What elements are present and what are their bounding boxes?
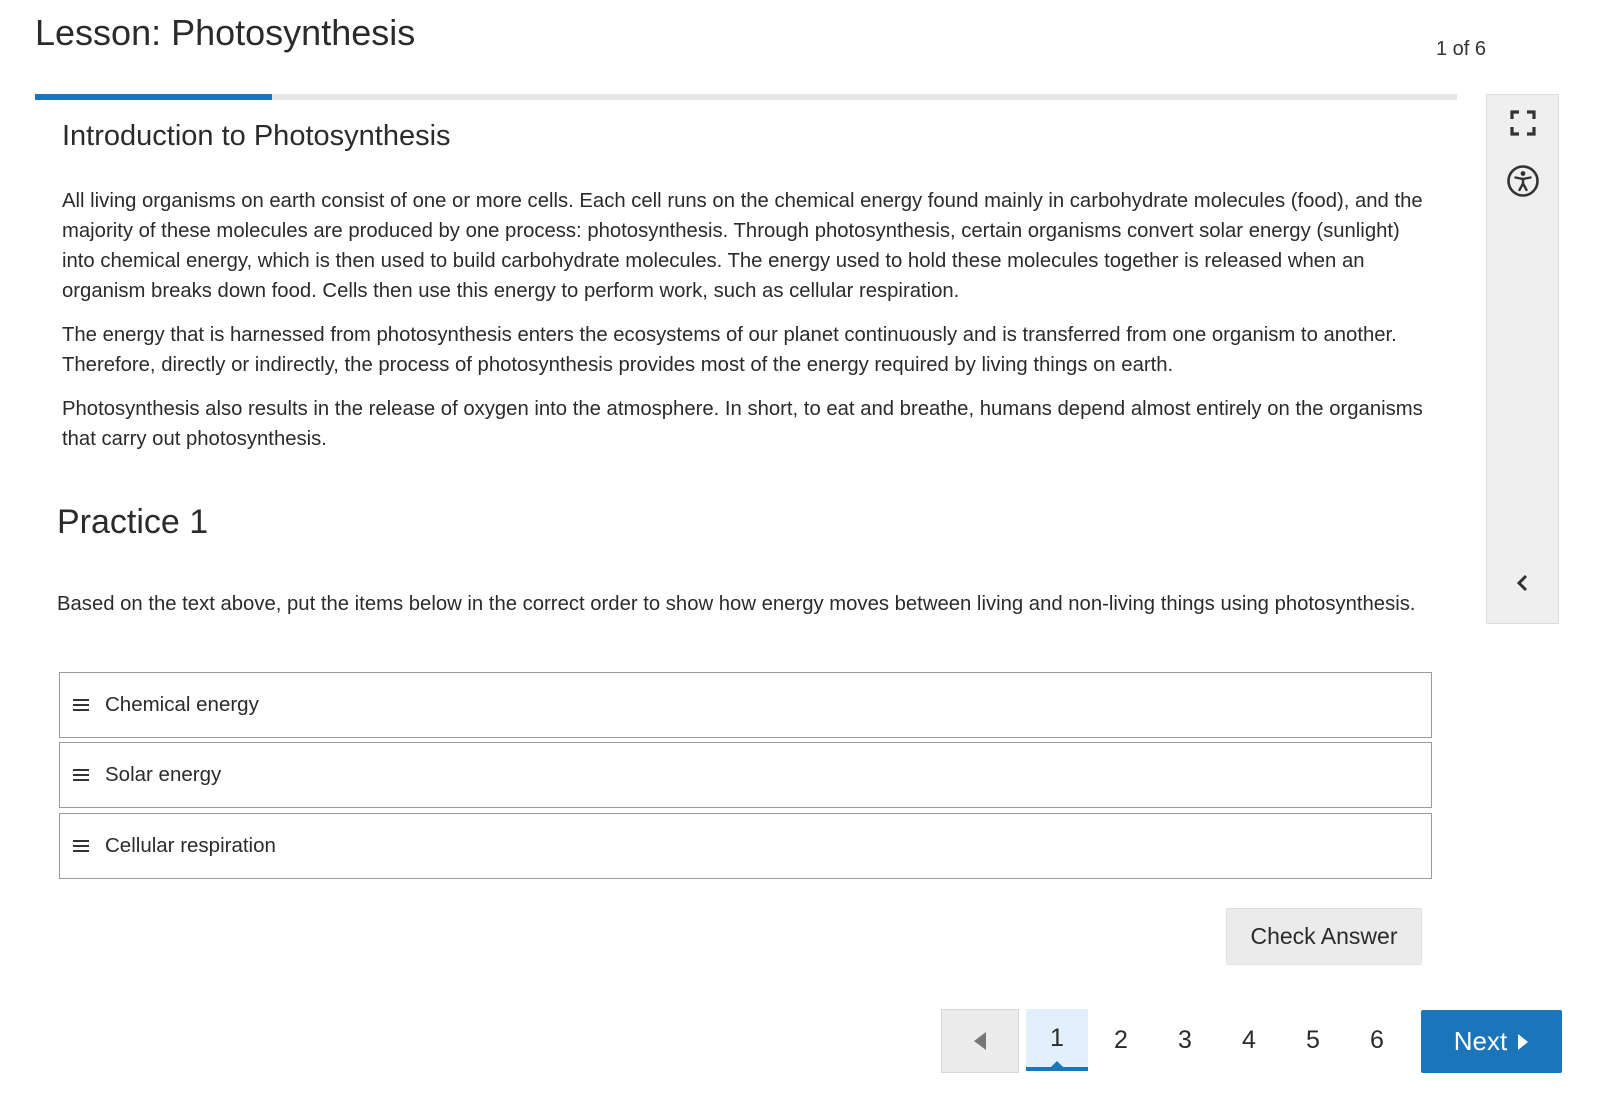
page-button-6[interactable]: 6	[1370, 1025, 1384, 1054]
accessibility-icon	[1506, 164, 1540, 198]
drag-handle-icon	[73, 699, 89, 711]
intro-paragraph: All living organisms on earth consist of one or more cells. Each cell runs on the chemical energy found mainly in carbohydrate molecules (food), and the majority of these molecules are produced by one process: photosynthesis. Through photosynthesis, certain organisms convert solar energy (sunlight) into chemical energy, which is then used to build carbohydrate molecules. The energy used to hold these molecules together is released when an organism breaks down food. Cells then use this energy to perform work, such as cellular respiration.	[62, 190, 1423, 302]
lesson-progress-bar	[35, 94, 1457, 100]
practice-prompt: Based on the text above, put the items below in the correct order to show how energy moves between living and non-living things using photosynthesis.	[57, 593, 1416, 615]
page-button-3[interactable]: 3	[1178, 1025, 1192, 1054]
triangle-right-icon	[1517, 1033, 1529, 1051]
page-button-1[interactable]: 1	[1026, 1009, 1088, 1071]
side-toolbar	[1486, 94, 1559, 624]
previous-page-button[interactable]	[941, 1009, 1019, 1073]
practice-title: Practice 1	[57, 503, 209, 541]
chevron-left-icon	[1515, 573, 1531, 593]
fullscreen-icon	[1509, 109, 1537, 137]
accessibility-button[interactable]	[1505, 163, 1541, 199]
order-item[interactable]	[59, 672, 1432, 738]
page-button-5[interactable]: 5	[1306, 1025, 1320, 1054]
page-button-4[interactable]: 4	[1242, 1025, 1256, 1054]
drag-handle-icon	[73, 840, 89, 852]
check-answer-button[interactable]: Check Answer	[1226, 908, 1422, 965]
triangle-left-icon	[973, 1031, 987, 1051]
page-indicator: 1 of 6	[1435, 38, 1486, 60]
order-item[interactable]	[59, 742, 1432, 808]
drag-handle-icon	[73, 769, 89, 781]
order-item-label: Cellular respiration	[105, 834, 276, 857]
lesson-title: Lesson: Photosynthesis	[35, 12, 416, 53]
section-heading: Introduction to Photosynthesis	[62, 120, 451, 152]
intro-paragraph: Photosynthesis also results in the release of oxygen into the atmosphere. In short, to eat and breathe, humans depend almost entirely on the organisms that carry out photosynthesis.	[62, 398, 1423, 450]
order-item-label: Chemical energy	[105, 693, 259, 716]
order-item-label: Solar energy	[105, 763, 222, 786]
next-button-label: Next	[1453, 1026, 1508, 1056]
page-button-2[interactable]: 2	[1114, 1025, 1128, 1054]
lesson-progress-fill	[35, 94, 272, 100]
fullscreen-button[interactable]	[1505, 105, 1541, 141]
order-item[interactable]	[59, 813, 1432, 879]
next-button[interactable]	[1421, 1010, 1562, 1073]
intro-paragraph: The energy that is harnessed from photosynthesis enters the ecosystems of our planet continuously and is transferred from one organism to another. Therefore, directly or indirectly, the process of photosynthesis provides most of the energy required by living things on earth.	[62, 324, 1397, 376]
collapse-toolbar-button[interactable]	[1505, 565, 1541, 601]
